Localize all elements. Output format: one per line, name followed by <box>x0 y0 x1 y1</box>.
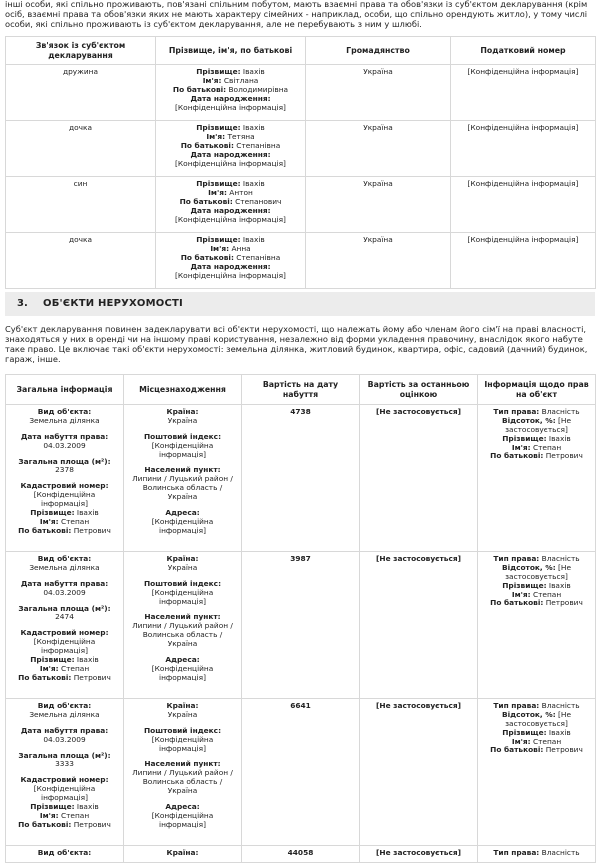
patronymic-label: По батькові: <box>172 84 227 94</box>
general-info-cell <box>6 405 124 552</box>
address-label: Адреса: <box>165 801 200 811</box>
header-acquisition-cost: Вартість на дату набуття <box>242 375 360 405</box>
right-surname-label: Прізвище: <box>502 433 547 443</box>
partial-right-value: Власність <box>541 848 580 857</box>
name-label: Ім'я: <box>206 131 226 141</box>
surname-label: Прізвище: <box>196 179 241 188</box>
partial-type-label: Вид об'єкта: <box>6 846 124 863</box>
country-label: Країна: <box>166 554 199 563</box>
right-name-label: Ім'я: <box>511 589 531 599</box>
citizenship-cell: Україна <box>306 233 451 289</box>
fullname-cell <box>156 233 306 289</box>
postcode-label: Поштовий індекс: <box>143 431 222 441</box>
right-surname-value: Івахів <box>548 727 571 737</box>
surname-value: Івахів <box>242 67 265 76</box>
date-label: Дата набуття права: <box>20 431 109 441</box>
right-name-value: Степан <box>532 589 562 599</box>
fullname-cell <box>156 65 306 121</box>
country-label: Країна: <box>166 407 199 416</box>
name-label: Ім'я: <box>202 75 222 85</box>
general-info-cell <box>6 699 124 846</box>
citizenship-cell: Україна <box>306 177 451 233</box>
rights-cell <box>478 405 596 552</box>
surname-value: Івахів <box>242 179 265 188</box>
cadastral-label: Кадастровий номер: <box>20 775 109 785</box>
surname-label: Прізвище: <box>196 235 241 244</box>
settlement-label: Населений пункт: <box>144 759 221 769</box>
patronymic-value: Степанович <box>235 196 282 206</box>
property-row <box>6 552 596 699</box>
section-title: ОБ'ЄКТИ НЕРУХОМОСТІ <box>43 298 183 309</box>
owner-name-value: Степан <box>60 810 90 820</box>
birth-value: [Конфіденційна інформація] <box>175 214 286 224</box>
tax-number-cell: [Конфіденційна інформація] <box>451 177 596 233</box>
header-relation: Зв'язок із суб'єктом декларування <box>6 37 156 65</box>
surname-label: Прізвище: <box>196 67 241 76</box>
cadastral-label: Кадастровий номер: <box>20 481 109 491</box>
right-patronymic-label: По батькові: <box>490 451 544 461</box>
surname-value: Івахів <box>242 123 265 132</box>
rights-cell <box>478 552 596 699</box>
property-row-partial <box>6 846 596 863</box>
patronymic-label: По батькові: <box>180 140 234 150</box>
type-label: Вид об'єкта: <box>37 554 92 563</box>
right-type-value: Власність <box>541 407 580 416</box>
section-number: 3. <box>17 298 28 309</box>
owner-surname-label: Прізвище: <box>30 507 75 517</box>
postcode-value: [Конфіденційна інформація] <box>151 440 214 459</box>
cadastral-value: [Конфіденційна інформація] <box>33 637 96 655</box>
patronymic-value: Степанівна <box>236 252 281 262</box>
partial-rights <box>478 846 596 863</box>
birth-label: Дата народження: <box>190 205 271 215</box>
header-rights-info: Інформація щодо прав на об'єкт <box>478 375 596 405</box>
fullname-cell <box>156 121 306 177</box>
citizenship-cell: Україна <box>306 121 451 177</box>
right-type-value: Власність <box>541 554 580 563</box>
date-value: 04.03.2009 <box>43 734 86 744</box>
address-value: [Конфіденційна інформація] <box>151 516 214 535</box>
right-name-label: Ім'я: <box>511 736 531 746</box>
name-label: Ім'я: <box>208 187 227 197</box>
area-label: Загальна площа (м²): <box>18 603 111 613</box>
settlement-value: Липини / Луцький район / Волинська область / Україна <box>132 768 233 795</box>
owner-patronymic-label: По батькові: <box>18 525 72 535</box>
owner-patronymic-label: По батькові: <box>18 672 72 682</box>
type-value: Земельна ділянка <box>29 562 100 572</box>
date-label: Дата набуття права: <box>20 578 109 588</box>
settlement-label: Населений пункт: <box>144 612 221 622</box>
country-label: Країна: <box>166 701 199 710</box>
owner-surname-value: Івахів <box>76 507 99 517</box>
settlement-value: Липини / Луцький район / Волинська область / Україна <box>132 474 233 501</box>
patronymic-label: По батькові: <box>180 252 234 262</box>
birth-label: Дата народження: <box>190 149 271 159</box>
family-row <box>6 65 596 121</box>
location-cell <box>124 699 242 846</box>
patronymic-label: По батькові: <box>179 196 233 206</box>
date-value: 04.03.2009 <box>43 440 86 450</box>
share-value: [Не застосовується] <box>505 709 572 728</box>
area-value: 2378 <box>55 465 74 475</box>
owner-name-label: Ім'я: <box>39 516 59 526</box>
tax-number-cell: [Конфіденційна інформація] <box>451 65 596 121</box>
area-value: 3333 <box>55 759 74 769</box>
country-value: Україна <box>167 562 198 572</box>
right-patronymic-value: Петрович <box>545 451 583 461</box>
right-type-label: Тип права: <box>493 407 540 416</box>
right-surname-value: Івахів <box>548 580 571 590</box>
partial-eval: [Не застосовується] <box>360 846 478 863</box>
intro-text: інші особи, які спільно проживають, пов'язані спільним побутом, мають взаємні права та обов'язки із суб'єктом декларування (крім осіб, взаємні права та обов'язки яких не мають характеру сімейних - наприклад, особи, що спільно орендують житло), у тому числі особи, які спільно проживають із суб'єктом декларування, але не перебувають з ним у шлюбі. <box>5 0 588 29</box>
owner-surname-label: Прізвище: <box>30 654 75 664</box>
address-value: [Конфіденційна інформація] <box>151 663 214 682</box>
share-label: Відсоток, %: <box>501 709 556 719</box>
cadastral-value: [Конфіденційна інформація] <box>33 490 96 508</box>
right-name-value: Степан <box>532 736 562 746</box>
header-citizenship: Громадянство <box>306 37 451 65</box>
property-row <box>6 699 596 846</box>
fullname-cell <box>156 177 306 233</box>
right-name-value: Степан <box>532 442 562 452</box>
relation-cell: дочка <box>6 121 156 177</box>
name-label: Ім'я: <box>210 243 230 253</box>
right-patronymic-label: По батькові: <box>490 745 544 755</box>
family-row <box>6 121 596 177</box>
date-label: Дата набуття права: <box>20 725 109 735</box>
location-cell <box>124 405 242 552</box>
general-info-cell <box>6 552 124 699</box>
owner-patronymic-value: Петрович <box>73 672 111 682</box>
last-valuation-cell: [Не застосовується] <box>360 405 478 552</box>
right-name-label: Ім'я: <box>511 442 531 452</box>
acquisition-cost-cell: 4738 <box>242 405 360 552</box>
property-row <box>6 405 596 552</box>
settlement-value: Липини / Луцький район / Волинська область / Україна <box>132 621 233 648</box>
tax-number-cell: [Конфіденційна інформація] <box>451 233 596 289</box>
location-cell <box>124 552 242 699</box>
cadastral-value: [Конфіденційна інформація] <box>33 784 96 802</box>
cadastral-label: Кадастровий номер: <box>20 628 109 638</box>
postcode-value: [Конфіденційна інформація] <box>151 734 214 753</box>
patronymic-value: Степанівна <box>236 140 281 150</box>
header-tax-number: Податковий номер <box>451 37 596 65</box>
right-patronymic-label: По батькові: <box>490 598 544 608</box>
share-value: [Не застосовується] <box>505 415 572 434</box>
partial-country-label: Країна: <box>124 846 242 863</box>
owner-patronymic-value: Петрович <box>73 819 111 829</box>
birth-value: [Конфіденційна інформація] <box>175 270 286 280</box>
name-value: Антон <box>229 187 253 197</box>
type-label: Вид об'єкта: <box>37 701 92 710</box>
relation-cell: дочка <box>6 233 156 289</box>
owner-name-label: Ім'я: <box>39 663 59 673</box>
surname-label: Прізвище: <box>196 123 241 132</box>
birth-value: [Конфіденційна інформація] <box>175 158 286 168</box>
area-label: Загальна площа (м²): <box>18 456 111 466</box>
address-value: [Конфіденційна інформація] <box>151 810 214 829</box>
right-type-value: Власність <box>541 701 580 710</box>
owner-name-value: Степан <box>60 516 90 526</box>
partial-cost: 44058 <box>242 846 360 863</box>
area-value: 2474 <box>55 612 74 622</box>
birth-label: Дата народження: <box>190 261 271 271</box>
header-fullname: Прізвище, ім'я, по батькові <box>156 37 306 65</box>
last-valuation-cell: [Не застосовується] <box>360 552 478 699</box>
rights-cell <box>478 699 596 846</box>
property-table <box>5 374 596 863</box>
right-surname-value: Івахів <box>548 433 571 443</box>
acquisition-cost-cell: 3987 <box>242 552 360 699</box>
section-description: Суб'єкт декларування повинен задекларувати всі об'єкти нерухомості, що належать йому або членам його сім'ї на праві власності, знаходяться у них в оренді чи на іншому праві користування, незалежно від форми укладення правочину, внаслідок якого набуте таке право. Це включає такі об'єкти нерухомості: земельна ділянка, житловий будинок, квартира, офіс, садовий (дачний) будинок, гараж, інше. <box>5 324 588 365</box>
tax-number-cell: [Конфіденційна інформація] <box>451 121 596 177</box>
partial-right-label: Тип права: <box>493 848 540 857</box>
settlement-label: Населений пункт: <box>144 465 221 475</box>
header-last-valuation: Вартість за останньою оцінкою <box>360 375 478 405</box>
name-value: Анна <box>231 243 251 253</box>
right-type-label: Тип права: <box>493 554 540 563</box>
date-value: 04.03.2009 <box>43 587 86 597</box>
surname-value: Івахів <box>242 235 265 244</box>
share-label: Відсоток, %: <box>501 562 556 572</box>
postcode-label: Поштовий індекс: <box>143 578 222 588</box>
relation-cell: дружина <box>6 65 156 121</box>
postcode-label: Поштовий індекс: <box>143 725 222 735</box>
header-location: Місцезнаходження <box>124 375 242 405</box>
owner-name-value: Степан <box>60 663 90 673</box>
postcode-value: [Конфіденційна інформація] <box>151 587 214 606</box>
owner-surname-value: Івахів <box>76 654 99 664</box>
citizenship-cell: Україна <box>306 65 451 121</box>
name-value: Тетяна <box>227 131 255 141</box>
owner-surname-label: Прізвище: <box>30 801 75 811</box>
family-row <box>6 177 596 233</box>
country-value: Україна <box>167 709 198 719</box>
right-patronymic-value: Петрович <box>545 598 583 608</box>
last-valuation-cell: [Не застосовується] <box>360 699 478 846</box>
right-surname-label: Прізвище: <box>502 580 547 590</box>
birth-value: [Конфіденційна інформація] <box>175 102 286 112</box>
type-value: Земельна ділянка <box>29 709 100 719</box>
owner-patronymic-label: По батькові: <box>18 819 72 829</box>
right-surname-label: Прізвище: <box>502 727 547 737</box>
share-value: [Не застосовується] <box>505 562 572 581</box>
address-label: Адреса: <box>165 507 200 517</box>
type-label: Вид об'єкта: <box>37 407 92 416</box>
owner-surname-value: Івахів <box>76 801 99 811</box>
relation-cell: син <box>6 177 156 233</box>
right-patronymic-value: Петрович <box>545 745 583 755</box>
family-table <box>5 36 596 289</box>
family-row <box>6 233 596 289</box>
share-label: Відсоток, %: <box>501 415 556 425</box>
name-value: Світлана <box>223 75 259 85</box>
owner-name-label: Ім'я: <box>39 810 59 820</box>
patronymic-value: Володимирівна <box>228 84 289 94</box>
birth-label: Дата народження: <box>190 93 271 103</box>
address-label: Адреса: <box>165 654 200 664</box>
country-value: Україна <box>167 415 198 425</box>
header-general-info: Загальна інформація <box>6 375 124 405</box>
owner-patronymic-value: Петрович <box>73 525 111 535</box>
area-label: Загальна площа (м²): <box>18 750 111 760</box>
right-type-label: Тип права: <box>493 701 540 710</box>
acquisition-cost-cell: 6641 <box>242 699 360 846</box>
type-value: Земельна ділянка <box>29 415 100 425</box>
section-header <box>5 292 595 316</box>
